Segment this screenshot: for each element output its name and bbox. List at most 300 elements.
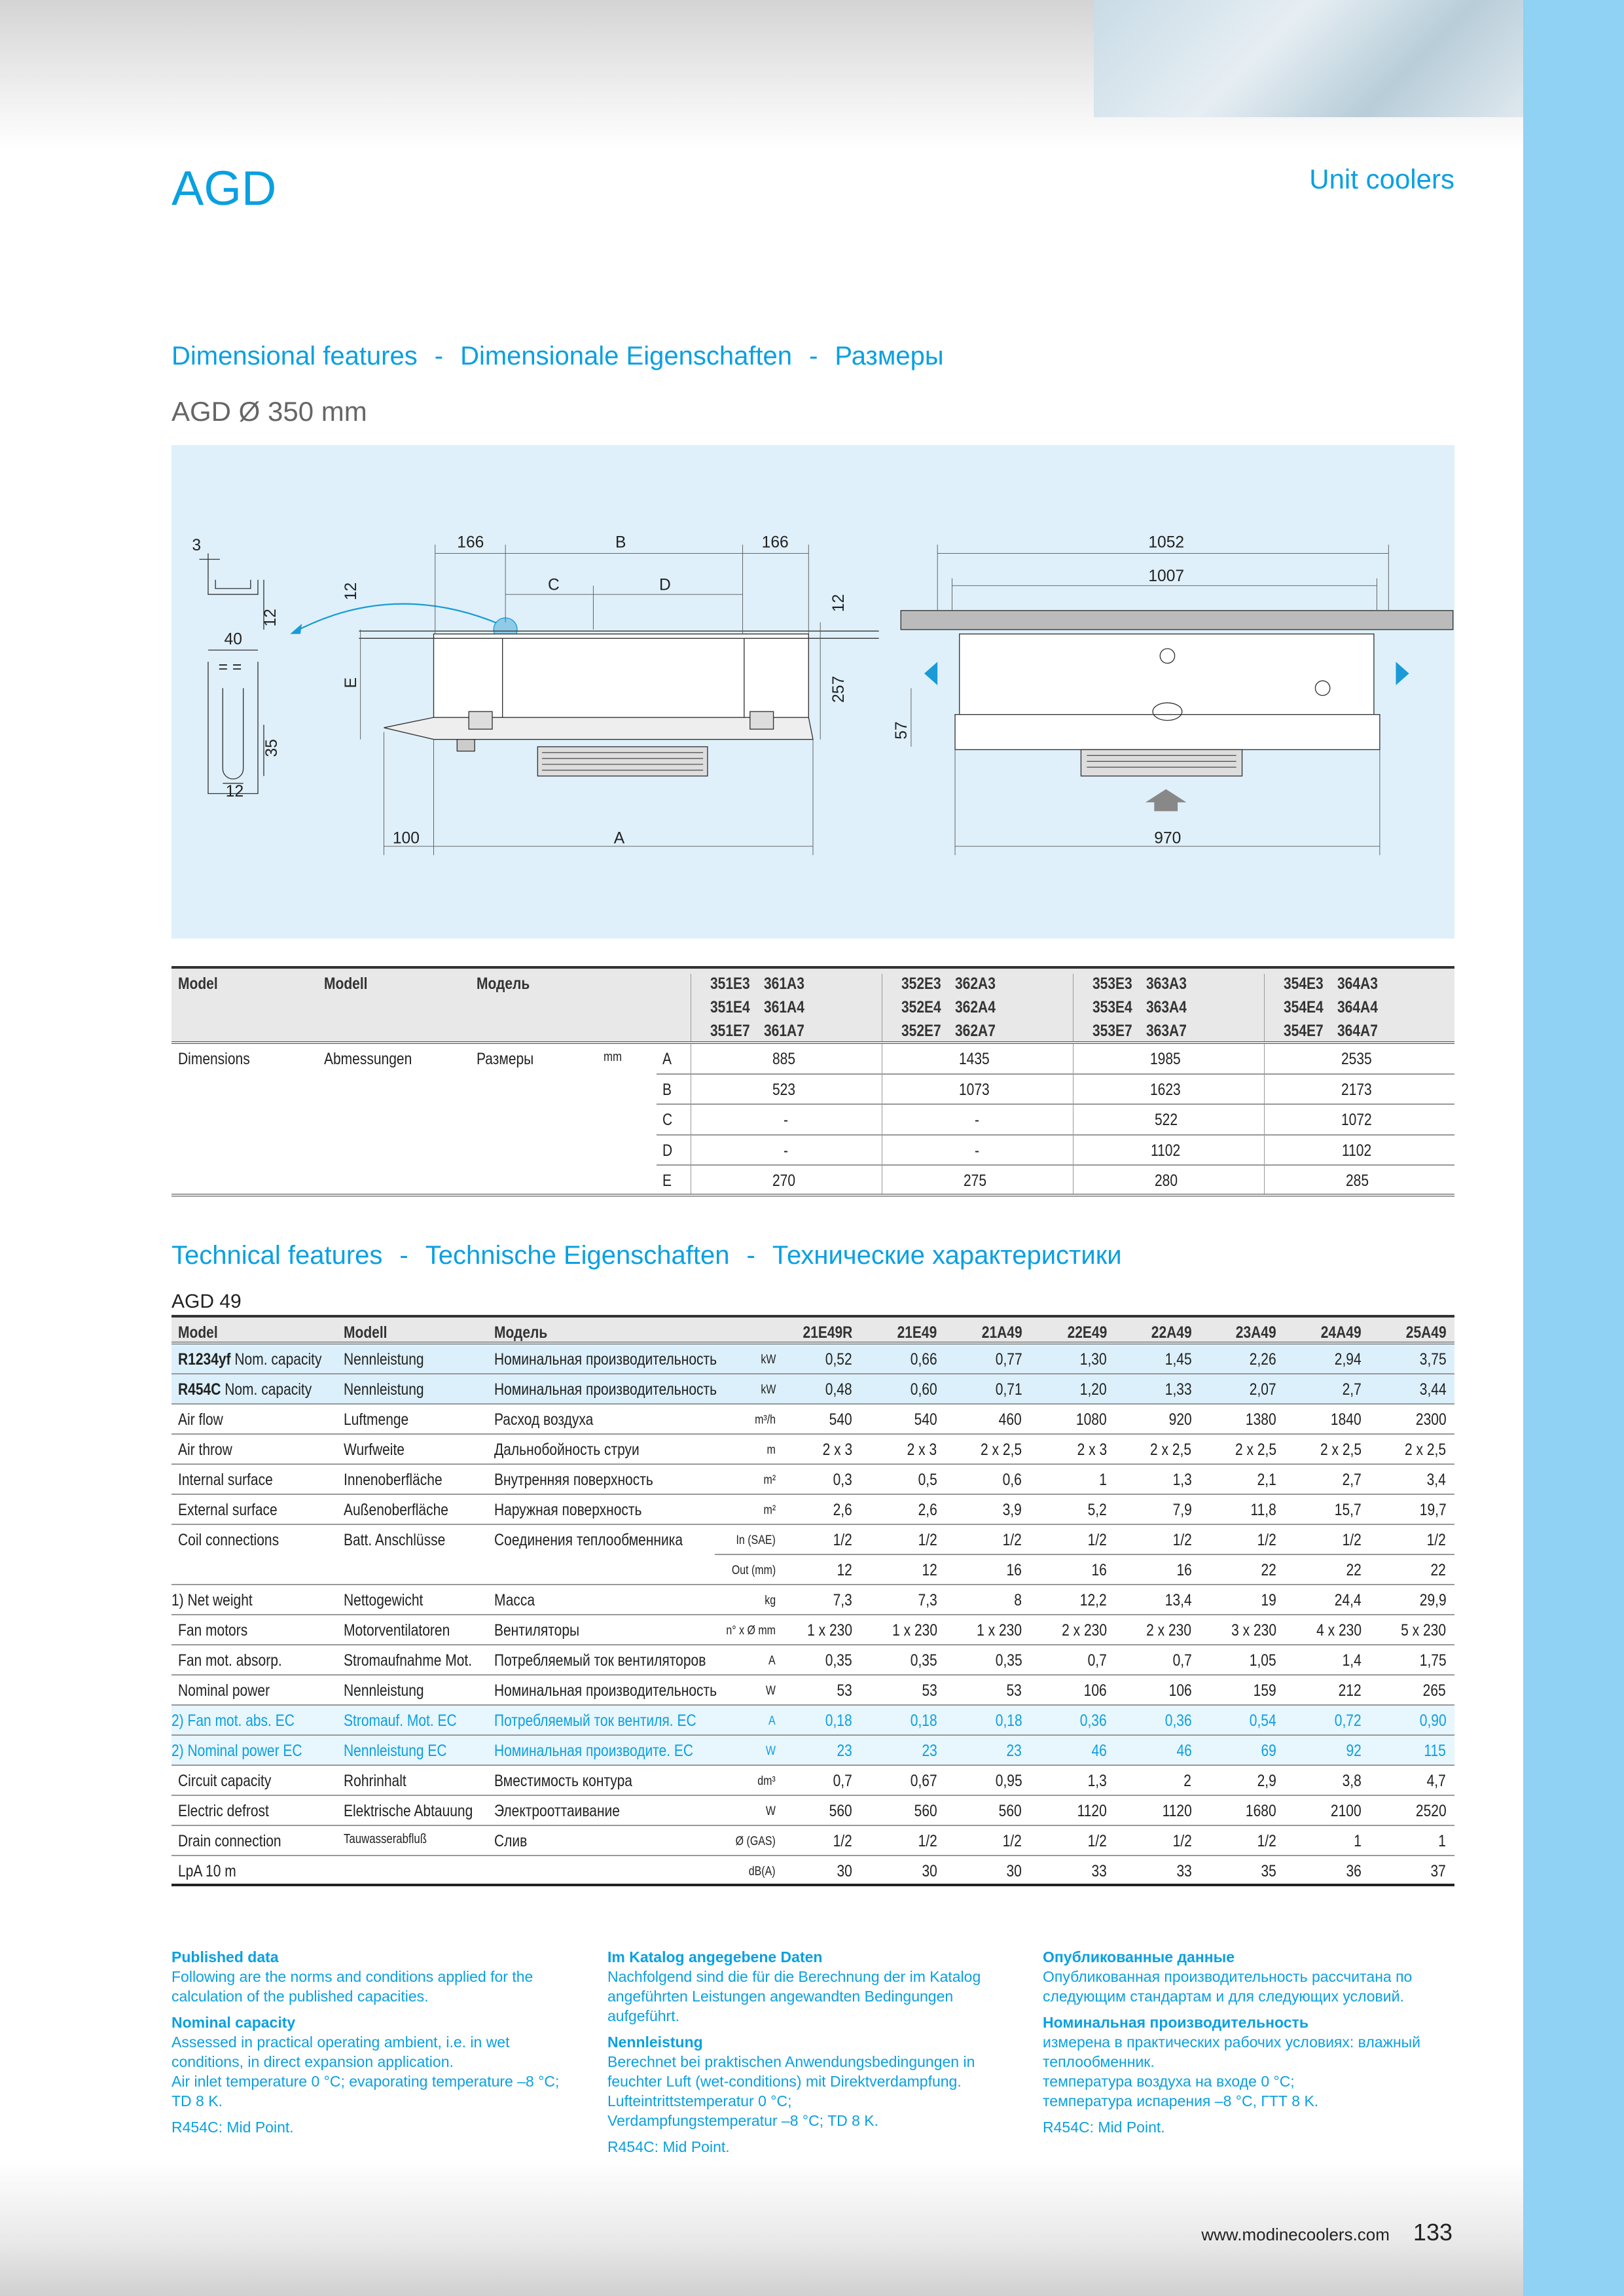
technical-heading xyxy=(171,1241,1122,1270)
value-cell-text: 0,77 xyxy=(995,1350,1022,1369)
label-en xyxy=(178,1471,291,1490)
label-ru-text: Номинальная производительность xyxy=(494,1681,717,1700)
label-ru xyxy=(494,1410,612,1429)
value-cell xyxy=(861,1501,937,1520)
dimension-value xyxy=(1073,1172,1264,1191)
label-de xyxy=(344,1350,439,1369)
model-series-label: AGD 49 xyxy=(171,1291,242,1312)
value-cell-text: 0,54 xyxy=(1250,1712,1276,1730)
value-cell xyxy=(776,1862,852,1881)
model-code-text: 363A4 xyxy=(1146,998,1187,1016)
label-de-text: Nettogewicht xyxy=(344,1591,424,1609)
table-row xyxy=(171,1645,1454,1676)
unit-label-text: Ø (GAS) xyxy=(735,1835,776,1848)
airflow-up-arrow xyxy=(1146,789,1187,812)
value-cell xyxy=(1030,1862,1107,1881)
dimension-value xyxy=(882,1111,1073,1130)
dim-label: 57 xyxy=(893,721,911,740)
model-code-text: 362A7 xyxy=(955,1022,996,1040)
value-cell xyxy=(1200,1681,1276,1700)
value-cell xyxy=(1369,1380,1446,1399)
dim-label: 970 xyxy=(1154,829,1182,848)
value-cell-text: 36 xyxy=(1346,1862,1362,1880)
label-de xyxy=(344,1802,497,1821)
dimension-value xyxy=(1264,1141,1455,1160)
note-text: R454C: Mid Point. xyxy=(1043,2119,1165,2136)
label-ru-text: Номинальная производительность xyxy=(494,1350,717,1369)
note-text: R454C: Mid Point. xyxy=(607,2138,730,2155)
unit-label-text: mm xyxy=(604,1050,622,1064)
page-number: 133 xyxy=(1413,2219,1453,2246)
label-de-text: Nennleistung xyxy=(344,1350,424,1369)
model-header xyxy=(1369,1323,1446,1342)
header-cell-text: Model xyxy=(178,1323,218,1342)
value-cell-text: 1 xyxy=(1099,1471,1107,1489)
value-cell xyxy=(1115,1591,1191,1610)
separator: - xyxy=(809,342,818,370)
dimension-key xyxy=(662,1111,674,1130)
unit-label-text: Out (mm) xyxy=(731,1564,776,1577)
label-de-text: Luftmenge xyxy=(344,1410,409,1429)
value-cell xyxy=(945,1531,1022,1550)
value-cell-text: 1,3 xyxy=(1087,1772,1107,1790)
label-ru xyxy=(494,1802,644,1821)
label-de-text: Elektrische Abtauung xyxy=(344,1802,473,1820)
value-cell xyxy=(776,1832,852,1851)
label-en-value: Air throw xyxy=(178,1441,232,1459)
dim-label: 166 xyxy=(761,533,789,552)
dim-label: 40 xyxy=(224,630,242,649)
unit-label xyxy=(695,1413,776,1427)
value-cell-text: 1,30 xyxy=(1079,1350,1107,1369)
value-cell-text: 16 xyxy=(1091,1561,1107,1579)
label-en-value: Circuit capacity xyxy=(178,1772,272,1790)
value-cell xyxy=(1285,1621,1362,1640)
divider xyxy=(1073,974,1074,1041)
unit-label xyxy=(695,1714,776,1729)
value-cell-text: 1 xyxy=(1438,1832,1447,1850)
label-en-value: Coil connections xyxy=(178,1531,280,1549)
label-en-value: 2) Nominal power EC xyxy=(171,1742,302,1760)
dimension-value xyxy=(1264,1172,1455,1191)
table-row xyxy=(171,1615,1454,1645)
label-ru-text: Масса xyxy=(494,1591,535,1609)
unit-label-text: W xyxy=(765,1744,776,1758)
value-cell xyxy=(1030,1350,1107,1369)
label-en-value: Drain connection xyxy=(178,1832,281,1850)
unit-label xyxy=(695,1744,776,1759)
model-header-text: 21E49 xyxy=(897,1323,937,1342)
value-cell-text: 1/2 xyxy=(833,1832,852,1850)
value-cell-text: 37 xyxy=(1430,1862,1447,1880)
value-cell-text: 1/2 xyxy=(918,1832,937,1850)
label-ru xyxy=(494,1501,670,1520)
label-en xyxy=(178,1621,261,1640)
value-cell-text: 2 x 3 xyxy=(1077,1441,1107,1459)
label-en-text xyxy=(178,1410,223,1429)
detail-arrow xyxy=(293,604,505,633)
header-cell xyxy=(494,1323,558,1342)
dimension-value xyxy=(882,1172,1073,1191)
value-cell xyxy=(1369,1441,1446,1460)
dimension-value xyxy=(691,1081,882,1100)
value-cell xyxy=(1285,1380,1362,1399)
value-cell xyxy=(776,1772,852,1791)
note-block xyxy=(1043,2013,1449,2111)
value-cell-text: 1/2 xyxy=(833,1531,852,1549)
dimension-value-text: - xyxy=(783,1141,788,1160)
value-cell-text: 35 xyxy=(1261,1862,1276,1880)
value-cell xyxy=(776,1621,852,1640)
value-cell xyxy=(1030,1802,1107,1821)
model-code xyxy=(764,998,812,1017)
dimension-value xyxy=(1073,1050,1264,1069)
dimension-value-text: 2173 xyxy=(1341,1080,1372,1099)
value-cell xyxy=(861,1712,937,1731)
label-en xyxy=(178,1350,349,1369)
value-cell xyxy=(776,1410,852,1429)
heading-ru: Размеры xyxy=(835,342,944,370)
header-cell xyxy=(178,975,225,994)
value-cell xyxy=(1115,1350,1191,1369)
dimension-value xyxy=(882,1141,1073,1160)
unit-label xyxy=(695,1473,776,1488)
divider xyxy=(1264,1044,1265,1075)
value-cell-text: 2 x 2,5 xyxy=(1320,1441,1362,1459)
label-ru-text: Внутренняя поверхность xyxy=(494,1471,653,1489)
label-de xyxy=(344,1621,470,1640)
label-de xyxy=(344,1651,496,1670)
value-cell xyxy=(861,1380,937,1399)
dim-label: 35 xyxy=(263,739,281,757)
value-cell xyxy=(945,1410,1022,1429)
website-link[interactable]: www.modinecoolers.com xyxy=(1201,2225,1390,2244)
value-cell-text: 560 xyxy=(999,1802,1022,1820)
value-cell xyxy=(945,1832,1022,1851)
value-cell-text: 920 xyxy=(1168,1410,1192,1429)
value-cell xyxy=(776,1350,852,1369)
label-en xyxy=(178,1772,289,1791)
label-en-text xyxy=(178,1471,273,1490)
dim-label: C xyxy=(548,576,560,594)
value-cell xyxy=(1030,1471,1107,1490)
value-cell-text: 115 xyxy=(1424,1742,1447,1760)
label-de xyxy=(344,1832,442,1847)
notes-en xyxy=(171,1947,577,2144)
model-code-text: 352E3 xyxy=(901,975,941,993)
value-cell xyxy=(1115,1410,1191,1429)
value-cell xyxy=(861,1410,937,1429)
value-cell xyxy=(1369,1681,1446,1700)
value-cell-text: 0,95 xyxy=(995,1772,1022,1790)
value-cell xyxy=(1030,1772,1107,1791)
value-cell xyxy=(1200,1531,1276,1550)
unit-label-text: m² xyxy=(763,1473,776,1487)
model-header xyxy=(1200,1323,1276,1342)
value-cell-text: 0,66 xyxy=(910,1350,937,1369)
value-cell xyxy=(1030,1501,1107,1520)
table-row xyxy=(171,1374,1454,1405)
value-cell-text: 16 xyxy=(1006,1561,1022,1579)
value-cell-text: 1/2 xyxy=(1002,1531,1022,1549)
model-code xyxy=(710,975,757,994)
label-en xyxy=(171,1591,268,1610)
value-cell xyxy=(1200,1712,1276,1731)
dimension-value-text: 280 xyxy=(1155,1172,1178,1190)
unit-label xyxy=(695,1503,776,1518)
model-code-text: 361A7 xyxy=(764,1022,804,1040)
value-cell-text: 0,36 xyxy=(1079,1712,1107,1730)
value-cell xyxy=(1369,1531,1446,1550)
model-code-text: 353E3 xyxy=(1092,975,1132,993)
model-code-text: 351E7 xyxy=(710,1022,750,1040)
model-code xyxy=(955,998,1003,1017)
table-row xyxy=(171,1676,1454,1706)
value-cell-text: 12,2 xyxy=(1079,1591,1107,1609)
header-cell xyxy=(344,1323,395,1342)
table-row xyxy=(171,1344,1454,1374)
value-cell-text: 33 xyxy=(1091,1862,1107,1880)
dimension-key xyxy=(662,1081,674,1100)
dim-label: = = xyxy=(218,658,242,676)
unit-label-text: m² xyxy=(763,1503,776,1517)
divider xyxy=(1264,1105,1265,1136)
label-de xyxy=(344,1380,439,1399)
table-row xyxy=(171,1405,1454,1435)
label-en-value: LpA 10 m xyxy=(178,1862,236,1880)
label-en-text xyxy=(178,1681,270,1700)
label-de xyxy=(344,1681,439,1700)
value-cell-text: 2,7 xyxy=(1342,1471,1362,1489)
value-cell-text: 0,35 xyxy=(995,1651,1022,1670)
unit-label xyxy=(695,1684,776,1698)
dim-label: 166 xyxy=(457,533,484,552)
dim-label: 1007 xyxy=(1148,567,1185,586)
value-cell xyxy=(1285,1862,1362,1881)
dim-label: B xyxy=(615,533,626,552)
value-cell xyxy=(861,1651,937,1670)
value-cell xyxy=(945,1501,1022,1520)
value-cell-text: 0,52 xyxy=(825,1350,852,1369)
value-cell-text: 2,9 xyxy=(1257,1772,1276,1790)
value-cell xyxy=(945,1471,1022,1490)
row-label-text: Размеры xyxy=(477,1050,534,1068)
value-cell xyxy=(1200,1591,1276,1610)
value-cell xyxy=(945,1621,1022,1640)
dimension-value-text: 1623 xyxy=(1150,1080,1181,1099)
value-cell xyxy=(776,1561,852,1580)
model-code-text: 351E4 xyxy=(710,998,750,1016)
row-label xyxy=(477,1050,545,1069)
separator: - xyxy=(399,1241,408,1270)
note-text: измерена в практических рабочих условиях: влажный теплообменник. xyxy=(1043,2034,1421,2070)
value-cell-text: 1/2 xyxy=(918,1531,937,1549)
unit-label-text: kW xyxy=(760,1353,776,1367)
label-de xyxy=(344,1471,461,1490)
value-cell xyxy=(1200,1862,1276,1881)
dimension-value xyxy=(691,1141,882,1160)
dimension-key-text: E xyxy=(662,1172,672,1190)
value-cell xyxy=(1200,1471,1276,1490)
table-row xyxy=(171,1166,1454,1196)
label-ru-text: Вентиляторы xyxy=(494,1621,580,1640)
row-label-text: Abmessungen xyxy=(324,1050,412,1068)
value-cell-text: 0,67 xyxy=(910,1772,937,1790)
value-cell xyxy=(1200,1350,1276,1369)
value-cell xyxy=(1115,1471,1191,1490)
value-cell xyxy=(1115,1380,1191,1399)
header-photo xyxy=(1094,0,1523,117)
value-cell-text: 11,8 xyxy=(1250,1501,1276,1519)
value-cell-text: 0,7 xyxy=(1087,1651,1107,1670)
header-cell-text: Model xyxy=(178,975,218,993)
technical-table xyxy=(171,1315,1454,1886)
label-en xyxy=(171,1742,327,1761)
model-code-text: 352E7 xyxy=(901,1022,941,1040)
model-code xyxy=(710,998,757,1017)
model-header xyxy=(1115,1323,1191,1342)
value-cell xyxy=(1369,1561,1446,1580)
value-cell-text: 2,07 xyxy=(1250,1380,1276,1399)
unit-label xyxy=(695,1564,776,1578)
value-cell xyxy=(1030,1531,1107,1550)
label-ru-text: Расход воздуха xyxy=(494,1410,594,1429)
value-cell xyxy=(1369,1471,1446,1490)
model-code xyxy=(764,975,812,994)
note-heading: Nennleistung xyxy=(607,2034,703,2051)
separator: - xyxy=(746,1241,755,1270)
value-cell xyxy=(776,1531,852,1550)
value-cell xyxy=(945,1591,1022,1610)
value-cell-text: 0,35 xyxy=(910,1651,937,1670)
table-header xyxy=(171,1315,1454,1344)
unit-label xyxy=(695,1865,776,1879)
value-cell xyxy=(1285,1772,1362,1791)
model-code xyxy=(901,998,948,1017)
value-cell xyxy=(1115,1802,1191,1821)
value-cell-text: 2 x 230 xyxy=(1061,1621,1107,1640)
value-cell-text: 1120 xyxy=(1077,1802,1107,1820)
value-cell-text: 2520 xyxy=(1415,1802,1447,1820)
label-de-text: Nennleistung xyxy=(344,1380,424,1399)
value-cell xyxy=(1285,1471,1362,1490)
label-de-text: Wurfweite xyxy=(344,1441,405,1459)
label-de-text: Stromaufnahme Mot. xyxy=(344,1651,473,1670)
value-cell xyxy=(1200,1651,1276,1670)
value-cell-text: 53 xyxy=(837,1681,852,1700)
value-cell-text: 0,35 xyxy=(825,1651,852,1670)
table-row xyxy=(171,1766,1454,1796)
model-code-text: 362A3 xyxy=(955,975,996,993)
label-de xyxy=(344,1712,478,1731)
value-cell xyxy=(1030,1441,1107,1460)
note-block xyxy=(607,2137,1013,2157)
label-en-text xyxy=(178,1441,232,1460)
header-cell xyxy=(178,1323,225,1342)
value-cell-text: 0,18 xyxy=(910,1712,937,1730)
value-cell-text: 13,4 xyxy=(1164,1591,1192,1609)
value-cell-text: 1/2 xyxy=(1342,1531,1362,1549)
label-ru-text: Слив xyxy=(494,1832,528,1850)
model-code-text: 364A7 xyxy=(1337,1022,1378,1040)
label-de-text: Nennleistung EC xyxy=(344,1742,447,1760)
value-cell xyxy=(1369,1742,1446,1761)
value-cell-text: 159 xyxy=(1253,1681,1276,1700)
value-cell xyxy=(1285,1531,1362,1550)
table-row xyxy=(171,1585,1454,1615)
value-cell xyxy=(776,1591,852,1610)
label-ru-text: Потребляемый ток вентиляторов xyxy=(494,1651,706,1670)
model-header-text: 22E49 xyxy=(1067,1323,1107,1342)
note-text: температура испарения –8 °C, ГТТ 8 K. xyxy=(1043,2092,1319,2109)
dimension-value xyxy=(691,1111,882,1130)
note-text: R454C: Mid Point. xyxy=(171,2119,294,2136)
note-text: Following are the norms and conditions applied for the calculation of the published capacities. xyxy=(171,1968,533,2005)
value-cell xyxy=(1369,1591,1446,1610)
model-code-text: 353E4 xyxy=(1092,998,1132,1016)
value-cell-text: 1,4 xyxy=(1342,1651,1362,1670)
header-cell xyxy=(324,975,376,994)
value-cell xyxy=(1030,1380,1107,1399)
value-cell-text: 2100 xyxy=(1330,1802,1362,1820)
unit-label xyxy=(695,1804,776,1819)
value-cell-text: 1 xyxy=(1353,1832,1362,1850)
value-cell-text: 7,3 xyxy=(833,1591,852,1609)
label-en-text xyxy=(171,1742,302,1761)
dimension-value xyxy=(1264,1111,1455,1130)
value-cell-text: 0,18 xyxy=(995,1712,1022,1730)
divider xyxy=(1264,1166,1265,1194)
dim-label: 3 xyxy=(192,537,202,555)
value-cell xyxy=(861,1591,937,1610)
value-cell xyxy=(1369,1410,1446,1429)
dimension-key xyxy=(662,1172,674,1191)
value-cell xyxy=(1369,1621,1446,1640)
technical-drawing xyxy=(171,445,1454,939)
value-cell-text: 3 x 230 xyxy=(1231,1621,1276,1640)
unit-label xyxy=(695,1624,776,1638)
value-cell-text: 3,8 xyxy=(1342,1772,1362,1790)
unit-label-text: In (SAE) xyxy=(736,1534,776,1547)
model-code-text: 363A3 xyxy=(1146,975,1187,993)
value-cell xyxy=(1200,1501,1276,1520)
label-en-value: Nominal power xyxy=(178,1681,270,1700)
dimension-value-text: 885 xyxy=(772,1050,796,1068)
note-block xyxy=(1043,2117,1449,2137)
unit-label xyxy=(695,1654,776,1668)
label-en-value: Fan mot. absorp. xyxy=(178,1651,282,1670)
value-cell-text: 2,1 xyxy=(1257,1471,1276,1489)
dim-label: 1052 xyxy=(1148,533,1185,552)
value-cell-text: 24,4 xyxy=(1334,1591,1362,1609)
value-cell xyxy=(1369,1651,1446,1670)
value-cell-text: 2,26 xyxy=(1250,1350,1276,1369)
note-block xyxy=(607,1947,1013,2026)
value-cell-text: 2 x 2,5 xyxy=(1405,1441,1447,1459)
model-subheading: AGD Ø 350 mm xyxy=(171,396,367,427)
value-cell xyxy=(1285,1742,1362,1761)
table-row xyxy=(171,1495,1454,1525)
value-cell-text: 1080 xyxy=(1076,1410,1107,1429)
unit-label xyxy=(604,1050,625,1065)
unit-label-text: n° x Ø mm xyxy=(726,1624,776,1638)
label-de-text: Nennleistung xyxy=(344,1681,424,1700)
unit-label-text: kW xyxy=(760,1383,776,1397)
model-code-text: 361A4 xyxy=(764,998,804,1016)
value-cell xyxy=(1285,1441,1362,1460)
dimension-value xyxy=(1073,1111,1264,1130)
value-cell xyxy=(861,1561,937,1580)
